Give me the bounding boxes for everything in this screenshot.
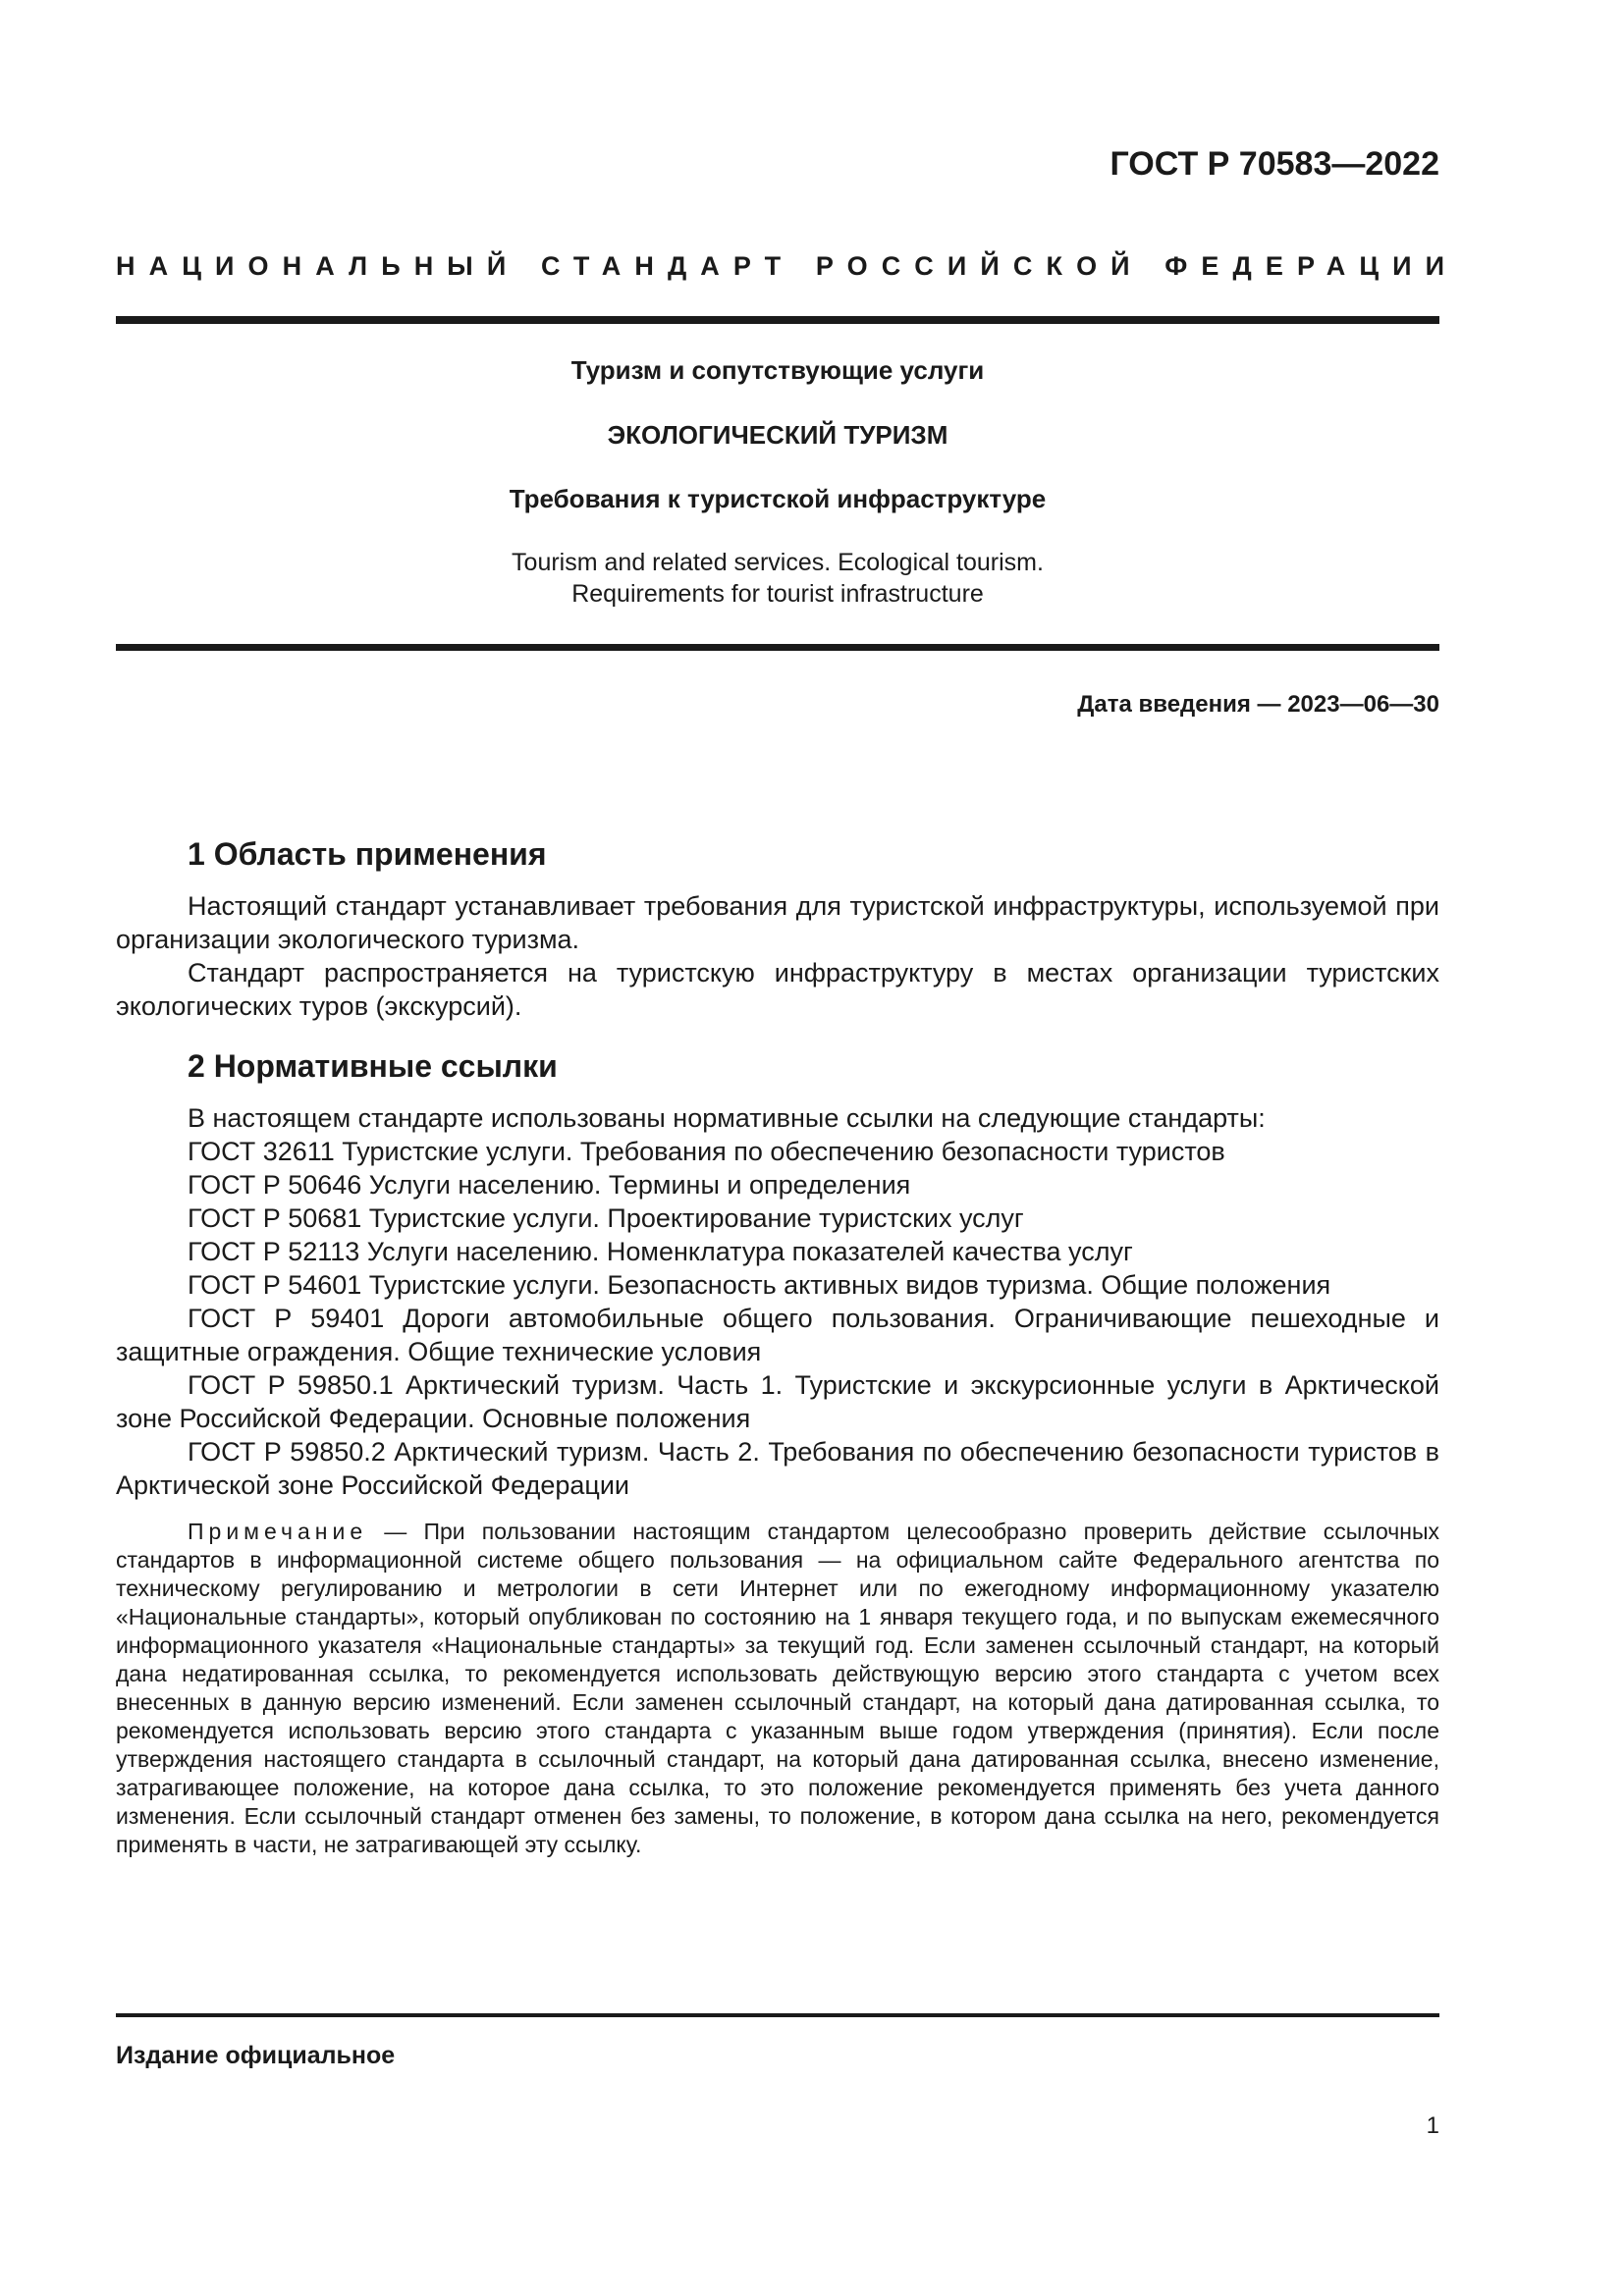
- middle-rule: [116, 644, 1439, 651]
- english-title-line-1: Tourism and related services. Ecological tourism.: [512, 549, 1044, 576]
- reference-item: ГОСТ Р 59401 Дороги автомобильные общего пользования. Ограничивающие пешеходные и защитные ограждения. Общие технические условия: [116, 1304, 1439, 1366]
- english-title: [116, 547, 1439, 610]
- page-number: 1: [1426, 2112, 1439, 2139]
- references-intro: В настоящем стандарте использованы нормативные ссылки на следующие стандарты:: [188, 1103, 1266, 1133]
- section-2-heading: 2 Нормативные ссылки: [188, 1048, 558, 1084]
- english-title-line-2: Requirements for tourist infrastructure: [571, 580, 984, 608]
- references-list: [116, 1101, 1439, 1502]
- note-text: — При пользовании настоящим стандартом целесообразно проверить действие ссылочных стандартов в информационной системе общего пользования — на официальном сайте Федерального агентства по техническому регулированию и метрологии в сети Интернет или по ежегодному информационному указателю «Национальные стандарты», который опубликован по состоянию на 1 января текущего года, и по выпускам ежемесячного информационного указателя «Национальные стандарты» за текущий год. Если заменен ссылочный стандарт, на который дана недатированная ссылка, то рекомендуется использовать действующую версию этого стандарта с учетом всех внесенных в данную версию изменений. Если заменен ссылочный стандарт, на который дана датированная ссылка, то рекомендуется использовать версию этого стандарта с указанным выше годом утверждения (принятия). Если после утверждения настоящего стандарта в ссылочный стандарт, на который дана датированная ссылка, внесено изменение, затрагивающее положение, на которое дана ссылка, то это положение рекомендуется применять без учета данного изменения. Если ссылочный стандарт отменен без замены, то положение, в котором дана ссылка на него, рекомендуется применять в части, не затрагивающей эту ссылку.: [116, 1519, 1439, 1857]
- reference-item: ГОСТ Р 50646 Услуги населению. Термины и определения: [188, 1170, 911, 1200]
- title-line-3: Требования к туристской инфраструктуре: [509, 484, 1047, 513]
- reference-item: ГОСТ Р 50681 Туристские услуги. Проектирование туристских услуг: [188, 1203, 1024, 1233]
- section-1-heading: 1 Область применения: [188, 836, 547, 872]
- introduction-date: Дата введения — 2023—06—30: [1077, 691, 1439, 718]
- reference-item: ГОСТ 32611 Туристские услуги. Требования по обеспечению безопасности туристов: [188, 1137, 1225, 1166]
- standard-code: ГОСТ Р 70583—2022: [1110, 145, 1439, 183]
- section-1-paragraph: Стандарт распространяется на туристскую инфраструктуру в местах организации туристских экологических туров (экскурсий).: [116, 958, 1439, 1021]
- reference-item: ГОСТ Р 59850.2 Арктический туризм. Часть 2. Требования по обеспечению безопасности туристов в Арктической зоне Российской Федерации: [116, 1437, 1439, 1500]
- national-standard-banner: НАЦИОНАЛЬНЫЙ СТАНДАРТ РОССИЙСКОЙ ФЕДЕРАЦИИ: [116, 251, 1459, 281]
- title-line-1: Туризм и сопутствующие услуги: [570, 355, 985, 385]
- section-1-paragraph: Настоящий стандарт устанавливает требования для туристской инфраструктуры, используемой при организации экологического туризма.: [116, 891, 1439, 954]
- reference-item: ГОСТ Р 54601 Туристские услуги. Безопасность активных видов туризма. Общие положения: [188, 1270, 1331, 1300]
- bottom-rule: [116, 2013, 1439, 2017]
- note: [116, 1518, 1439, 1859]
- title-line-2: ЭКОЛОГИЧЕСКИЙ ТУРИЗМ: [607, 420, 948, 450]
- reference-item: ГОСТ Р 52113 Услуги населению. Номенклатура показателей качества услуг: [188, 1237, 1133, 1266]
- main-content: [116, 832, 1439, 1859]
- reference-item: ГОСТ Р 59850.1 Арктический туризм. Часть 1. Туристские и экскурсионные услуги в Арктической зоне Российской Федерации. Основные положения: [116, 1370, 1439, 1433]
- official-edition-label: Издание официальное: [116, 2042, 396, 2069]
- note-label: Примечание: [188, 1519, 368, 1544]
- top-rule: [116, 316, 1439, 324]
